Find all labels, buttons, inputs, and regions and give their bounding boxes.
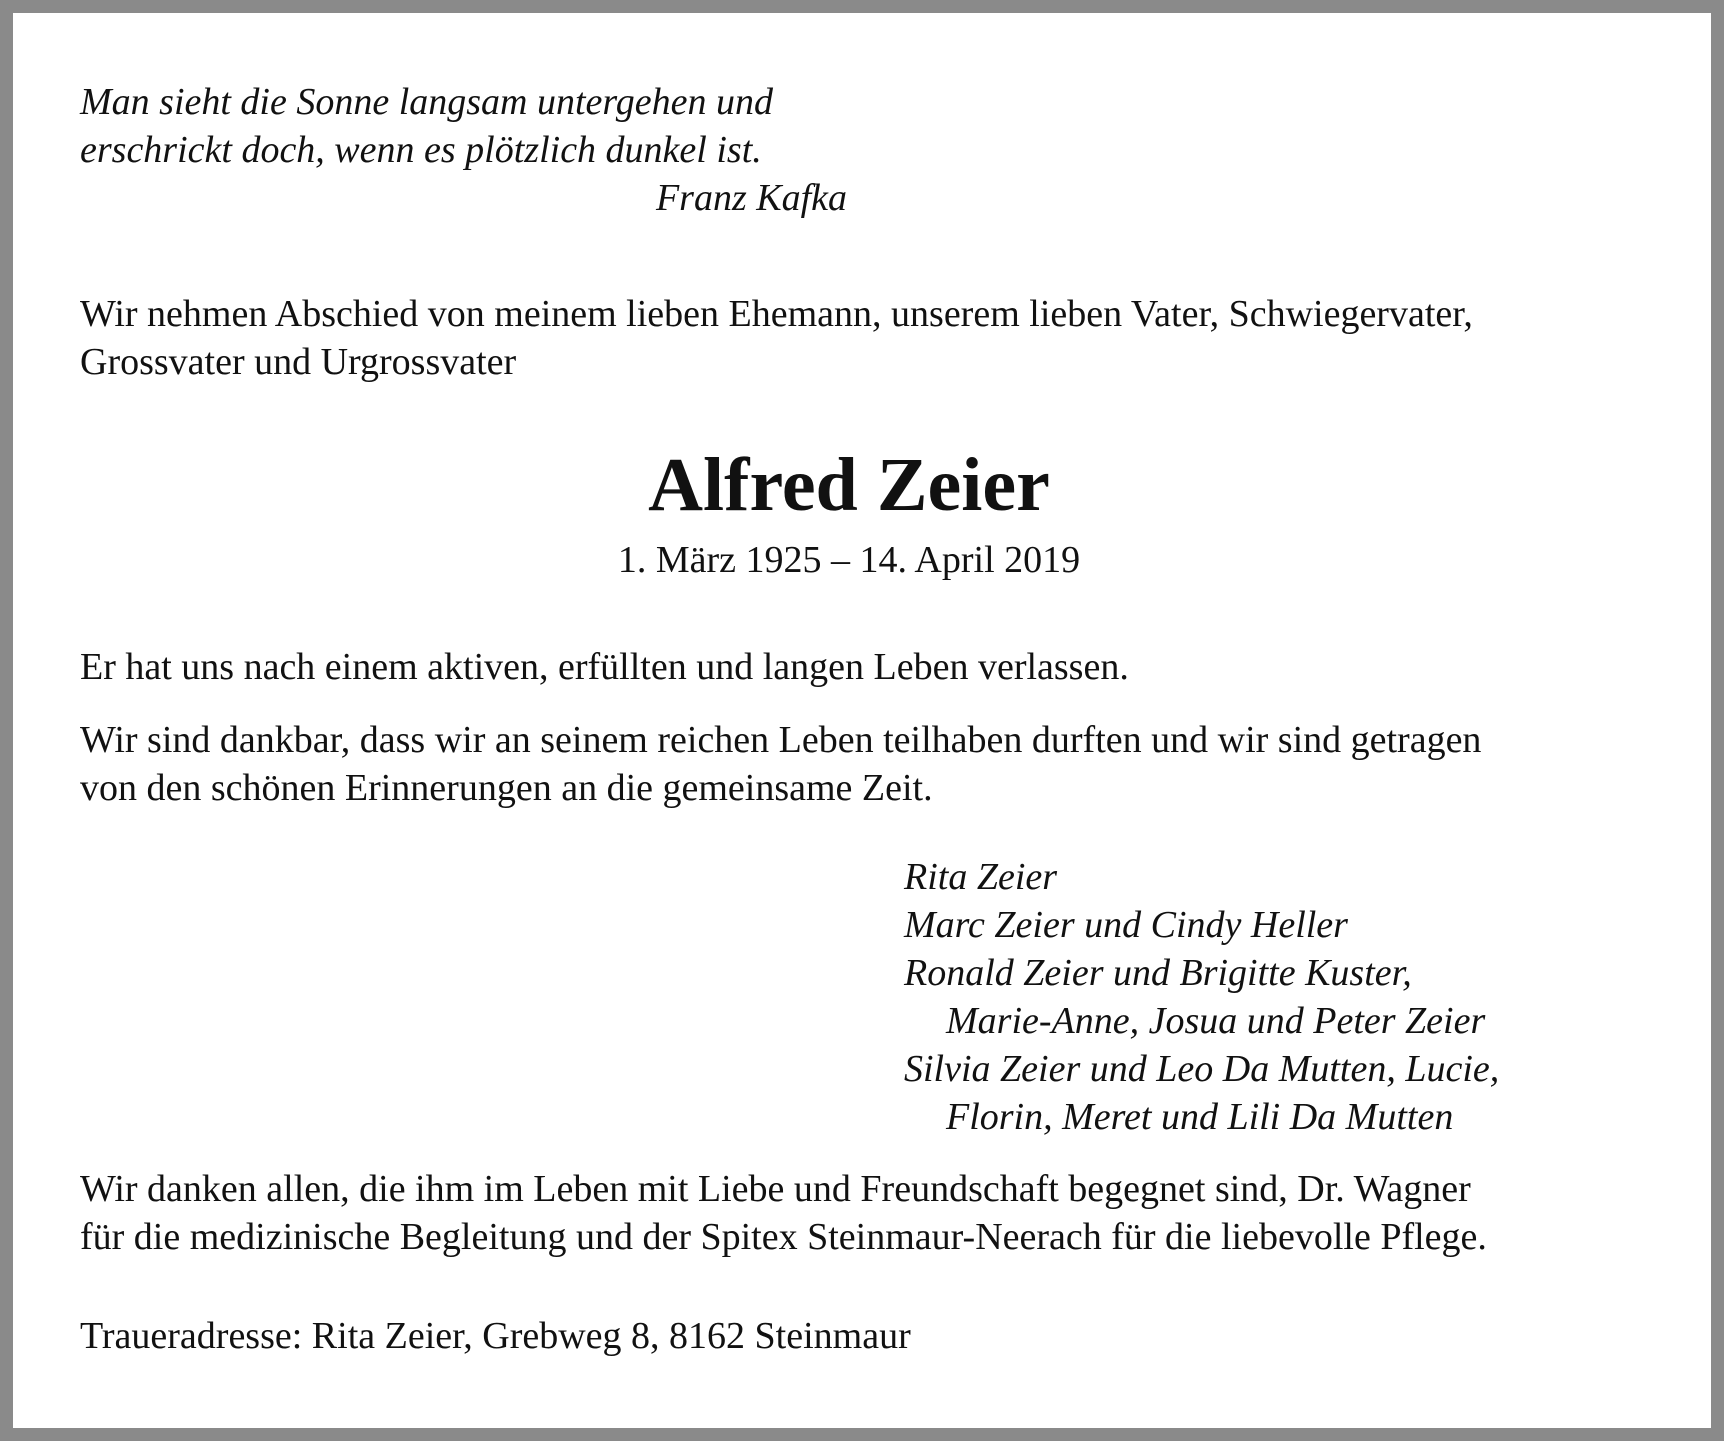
epigraph-quote [80, 78, 860, 222]
mourners-list [904, 853, 1499, 1141]
thanks-line-1: Wir danken allen, die ihm im Leben mit Liebe und Freundschaft begegnet sind, Dr. Wagner [80, 1168, 1471, 1210]
mourner-line: Ronald Zeier und Brigitte Kuster, [904, 952, 1412, 994]
thanks-paragraph [80, 1165, 1640, 1261]
paragraph-life: Er hat uns nach einem aktiven, erfüllten und langen Leben verlassen. [80, 646, 1129, 688]
thanks-line-2: für die medizinische Begleitung und der Spitex Steinmaur-Neerach für die liebevolle Pflege. [80, 1216, 1487, 1258]
intro-paragraph [80, 290, 1640, 386]
mourner-line: Silvia Zeier und Leo Da Mutten, Lucie, [904, 1048, 1500, 1090]
mourner-line: Florin, Meret und Lili Da Mutten [946, 1096, 1454, 1138]
paragraph-gratitude [80, 716, 1640, 812]
mourner-line: Rita Zeier [904, 856, 1058, 898]
gratitude-line-2: von den schönen Erinnerungen an die gemeinsame Zeit. [80, 767, 933, 809]
deceased-name: Alfred Zeier [648, 443, 1050, 527]
mourner-line: Marie-Anne, Josua und Peter Zeier [946, 1000, 1486, 1042]
quote-line-2: erschrickt doch, wenn es plötzlich dunkel ist. [80, 129, 762, 171]
quote-line-1: Man sieht die Sonne langsam untergehen und [80, 81, 774, 123]
mourner-line: Marc Zeier und Cindy Heller [904, 904, 1348, 946]
quote-author: Franz Kafka [655, 177, 847, 219]
life-dates: 1. März 1925 – 14. April 2019 [617, 539, 1081, 581]
intro-line-1: Wir nehmen Abschied von meinem lieben Ehemann, unserem lieben Vater, Schwiegervater, [80, 293, 1473, 335]
mourning-address: Traueradresse: Rita Zeier, Grebweg 8, 8162 Steinmaur [80, 1315, 911, 1357]
intro-line-2: Grossvater und Urgrossvater [80, 341, 517, 383]
gratitude-line-1: Wir sind dankbar, dass wir an seinem reichen Leben teilhaben durften und wir sind getragen [80, 719, 1482, 761]
